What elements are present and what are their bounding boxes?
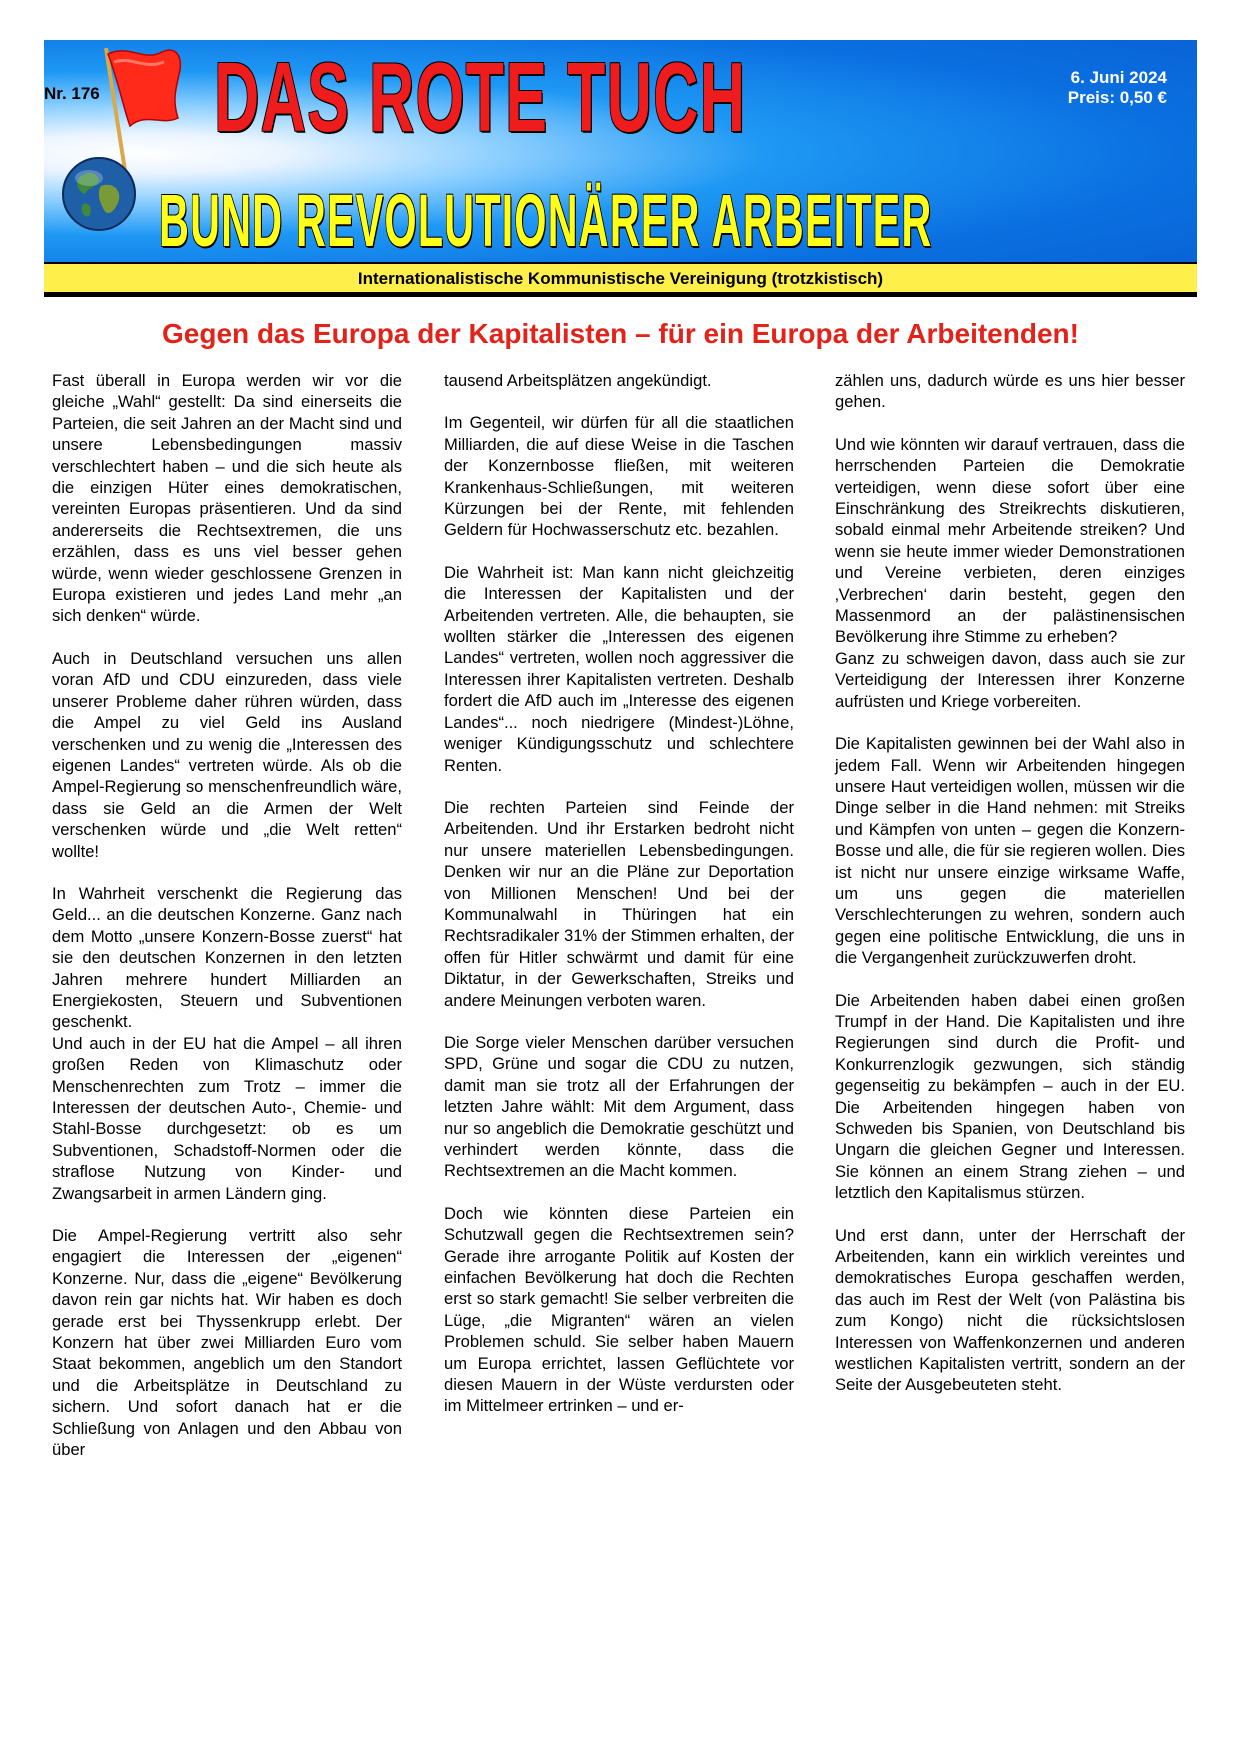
masthead [44,40,1197,292]
paragraph: Ganz zu schweigen davon, dass auch sie zur Verteidigung der Interessen ihrer Konzerne aufrüsten und Kriege vorbereiten. [835,648,1185,711]
issue-number: Nr. 176 [44,84,100,103]
paragraph: Die rechten Parteien sind Feinde der Arbeitenden. Und ihr Erstarken bedroht nicht nur unsere materiellen Lebensbedingungen. Denken wir nur an die Pläne zur Deportation von Millionen Menschen! Und bei der Kommunalwahl in Thüringen hat ein Rechtsradikaler 31% der Stimmen erhalten, der offen für Hitler schwärmt und damit für eine Diktatur, in der Gewerkschaften, Streiks und andere Meinungen verboten waren. [444,797,794,1010]
organization-band: Internationalistische Kommunistische Vereinigung (trotzkistisch) [44,262,1197,292]
paragraph: In Wahrheit verschenkt die Regierung das Geld... an die deutschen Konzerne. Ganz nach dem Motto „unsere Konzern-Bosse zuerst“ hat sie den deutschen Konzernen in den letzten Jahren mehrere hundert Milliarden an Energiekosten, Steuern und Subventionen geschenkt. [52,883,402,1032]
paragraph: Die Sorge vieler Menschen darüber versuchen SPD, Grüne und sogar die CDU zu nutzen, damit man sie trotz all der Erfahrungen der letzten Jahre wählt: Mit dem Argument, dass nur so angeblich die Demokratie geschützt und verhindert werden könnte, dass die Rechtsextremen an die Macht kommen. [444,1032,794,1181]
globe-icon [61,156,137,232]
paragraph: Und auch in der EU hat die Ampel – all ihren großen Reden von Klimaschutz oder Menschenrechten zum Trotz – immer die Interessen der deutschen Auto-, Chemie- und Stahl-Bosse durchgesetzt: ob es um Subventionen, Schadstoff-Normen oder die straflose Nutzung von Kinder- und Zwangsarbeit in armen Ländern ging. [52,1033,402,1203]
paragraph: Fast überall in Europa werden wir vor die gleiche „Wahl“ gestellt: Da sind einerseits die Parteien, die seit Jahren an der Macht sind und unsere Lebensbedingungen massiv verschlechtert haben – und die sich heute als die einzigen Hüter eines demokratischen, vereinten Europas präsentieren. Und da sind andererseits die Rechtsextremen, die uns erzählen, dass es uns viel besser gehen würde, wenn wieder geschlossene Grenzen in Europa existieren und jedes Land mehr „an sich denken“ würde. [52,371,402,626]
issue-date: 6. Juni 2024 [1070,68,1167,87]
article-column-1 [52,370,402,1482]
paragraph: tausend Arbeitsplätzen angekündigt. [444,371,712,390]
newspaper-subtitle: BUND REVOLUTIONÄRER ARBEITER [159,179,933,262]
paragraph: Auch in Deutschland versuchen uns allen voran AfD und CDU einzureden, dass viele unserer Probleme daher rühren würden, dass die Ampel zu viel Geld ins Ausland verschenken und zu wenig die „Interessen des eigenen Landes“ vertreten würde. Als ob die Ampel-Regierung so menschenfreundlich wäre, dass sie Geld an die Armen der Welt verschenken würde und „die Welt retten“ wollte! [52,648,402,861]
paragraph: Und wie könnten wir darauf vertrauen, dass die herrschenden Parteien die Demokratie verteidigen, wenn diese sofort über eine Einschränkung des Streikrechts diskutieren, sobald einmal mehr Arbeitende streiken? Und wenn sie heute immer wieder Demonstrationen und Vereine verbieten, deren einziges ‚Verbrechen‘ darin besteht, gegen den Massenmord an der palästinensischen Bevölkerung ihre Stimme zu erheben? [835,434,1185,647]
paragraph: Und erst dann, unter der Herrschaft der Arbeitenden, kann ein wirklich vereintes und demokratisches Europa geschaffen werden, das auch im Rest der Welt (von Palästina bis zum Kongo) nicht die rücksichtslosen Interessen von Waffenkonzernen und anderen westlichen Kapitalisten vertritt, sondern an der Seite der Ausgebeuteten steht. [835,1225,1185,1395]
paragraph: Im Gegenteil, wir dürfen für all die staatlichen Milliarden, die auf diese Weise in die Taschen der Konzernbosse fließen, mit weiteren Krankenhaus-Schließungen, mit weiteren Kürzungen bei der Rente, mit fehlenden Geldern für Hochwasserschutz etc. bezahlen. [444,413,794,540]
newspaper-title: DAS ROTE TUCH [214,42,747,152]
paragraph: Die Kapitalisten gewinnen bei der Wahl also in jedem Fall. Wenn wir Arbeitenden hingegen unsere Haut verteidigen wollen, müssen wir die Dinge selber in die Hand nehmen: mit Streiks und Kämpfen von unten – gegen die Konzern-Bosse und alle, die für sie regieren wollen. Dies ist nicht nur unsere einzige wirksame Waffe, um uns gegen die materiellen Verschlechterungen zu wehren, sondern auch gegen eine politische Entwicklung, die uns in die Vergangenheit zurückzuwerfen droht. [835,734,1185,968]
issue-price: Preis: 0,50 € [1067,88,1167,107]
paragraph: Die Arbeitenden haben dabei einen großen Trumpf in der Hand. Die Kapitalisten und ihre Regierungen sind durch die Profit- und Konkurrenzlogik gezwungen, sich ständig gegenseitig zu bekämpfen – auch in der EU. Die Arbeitenden hingegen haben von Schweden bis Spanien, von Deutschland bis Ungarn die gleichen Gegner und Interessen. Sie können an einem Strang ziehen – und letztlich den Kapitalismus stürzen. [835,990,1185,1203]
issue-info [1068,68,1167,108]
paragraph: zählen uns, dadurch würde es uns hier besser gehen. [835,371,1185,412]
paragraph: Doch wie könnten diese Parteien ein Schutzwall gegen die Rechtsextremen sein? Gerade ihre arrogante Politik auf Kosten der einfachen Bevölkerung hat doch die Rechten erst so stark gemacht! Sie selber verbreiten die Lüge, „die Migranten“ wären an vielen Problemen schuld. Sie selber haben Mauern um Europa errichtet, lassen Geflüchtete vor diesen Mauern in der Wüste verdursten oder im Mittelmeer ertrinken – und er- [444,1203,794,1416]
paragraph: Die Ampel-Regierung vertritt also sehr engagiert die Interessen der „eigenen“ Konzerne. Nur, dass die „eigene“ Bevölkerung davon rein gar nichts hat. Wir haben es doch gerade erst bei Thyssenkrupp erlebt. Der Konzern hat über zwei Milliarden Euro vom Staat bekommen, angeblich um den Standort und die Arbeitsplätze in Deutschland zu sichern. Und sofort danach hat er die Schließung von Anlagen und den Abbau von über [52,1226,402,1460]
article-column-2 [444,370,794,1438]
article-column-3 [835,370,1185,1417]
header-rule [44,292,1197,297]
paragraph: Die Wahrheit ist: Man kann nicht gleichzeitig die Interessen der Kapitalisten und der Arbeitenden vertreten. Alle, die behaupten, sie wollten stärker die „Interessen des eigenen Landes“ vertreten, wollen noch aggressiver die Interessen ihrer Kapitalisten vertreten. Deshalb fordert die AfD auch im „Interesse des eigenen Landes“... noch niedrigere (Mindest-)Löhne, weniger Kündigungsschutz und schlechtere Renten. [444,562,794,775]
headline: Gegen das Europa der Kapitalisten – für ein Europa der Arbeitenden! [162,318,1079,349]
